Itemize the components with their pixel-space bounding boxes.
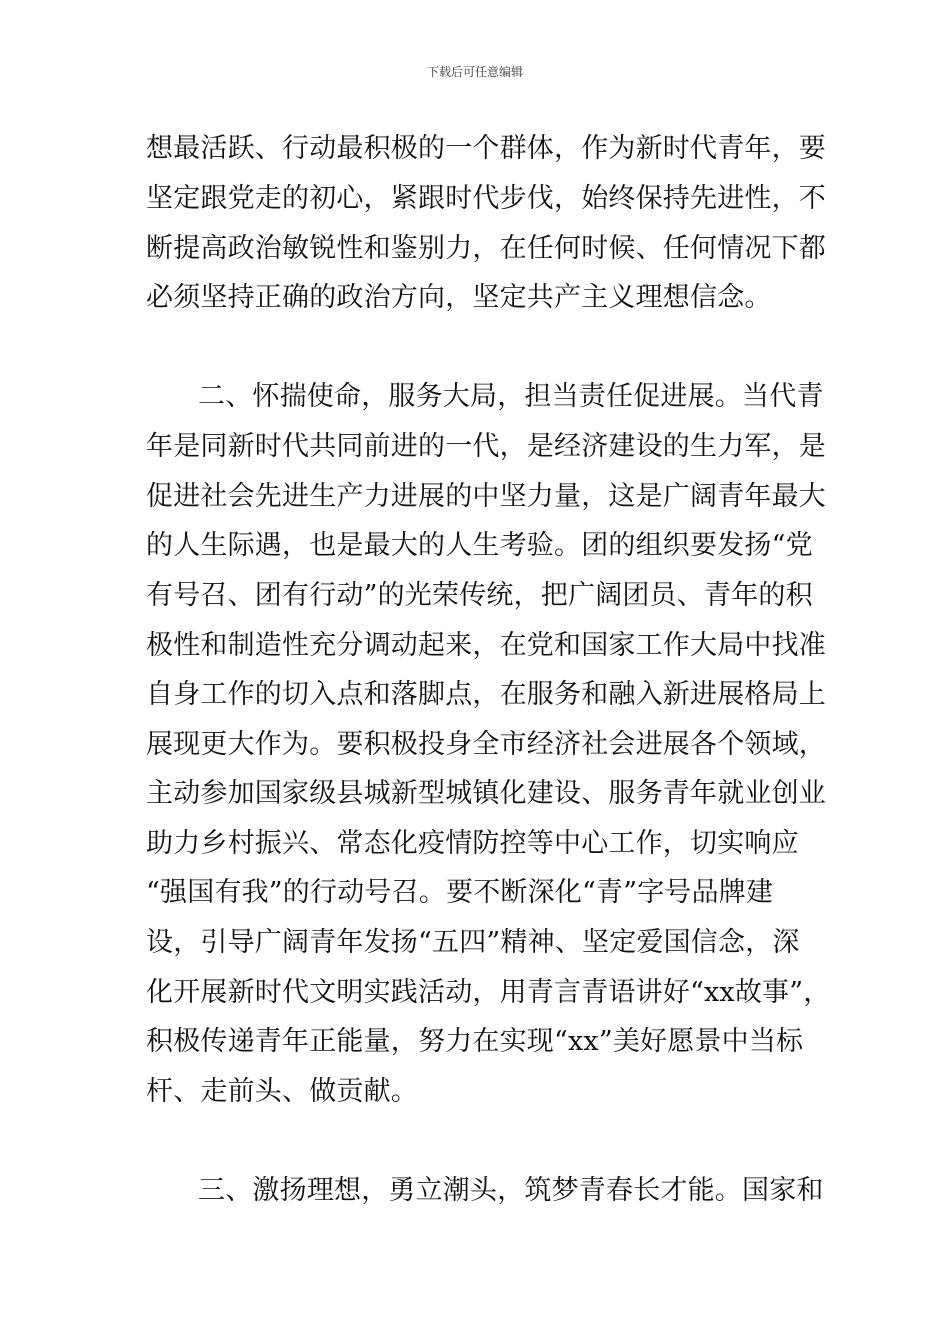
paragraph-line: 促进社会先进生产力进展的中坚力量，这是广阔青年最大 [146,481,826,512]
section-heading-line: 二、怀揣使命，服务大局，担当责任促进展。当代青 [198,381,824,412]
paragraph-line: 设，引导广阔青年发扬“五四”精神、坚定爱国信念，深 [146,927,800,958]
paragraph-line: 展现更大作为。要积极投身全市经济社会进展各个领域， [146,729,826,760]
paragraph-line: 主动参加国家级县城新型城镇化建设、服务青年就业创业 [146,778,826,809]
paragraph-line: 助力乡村振兴、常态化疫情防控等中心工作，切实响应 [146,828,799,859]
paragraph-line: 化开展新时代文明实践活动，用青言青语讲好“xx故事”， [146,977,831,1008]
paragraph-line: 自身工作的切入点和落脚点，在服务和融入新进展格局上 [146,679,826,710]
paragraph-line: 想最活跃、行动最积极的一个群体，作为新时代青年，要 [146,133,826,164]
paragraph-line: 断提高政治敏锐性和鉴别力，在任何时候、任何情况下都 [146,233,826,264]
paragraph-line: 必须坚持正确的政治方向，坚定共产主义理想信念。 [146,282,772,313]
section-heading-line: 三、激扬理想，勇立潮头，筑梦青春长才能。国家和 [198,1175,824,1206]
paragraph-line: 的人生际遇，也是最大的人生考验。团的组织要发扬“党 [146,530,813,561]
page-header: 下载后可任意编辑 [426,65,523,79]
paragraph-line: 坚定跟党走的初心，紧跟时代步伐，始终保持先进性，不 [146,183,826,214]
paragraph-line: 年是同新时代共同前进的一代，是经济建设的生力军，是 [146,431,826,462]
paragraph-line: 极性和制造性充分调动起来，在党和国家工作大局中找准 [146,630,826,661]
paragraph-line: 有号召、团有行动”的光荣传统，把广阔团员、青年的积 [146,580,813,611]
paragraph-line: “强国有我”的行动号召。要不断深化“青”字号品牌建 [146,877,774,908]
paragraph-line: 积极传递青年正能量，努力在实现“xx”美好愿景中当标 [146,1026,804,1057]
paragraph-line: 杆、走前头、做贡献。 [146,1076,418,1107]
